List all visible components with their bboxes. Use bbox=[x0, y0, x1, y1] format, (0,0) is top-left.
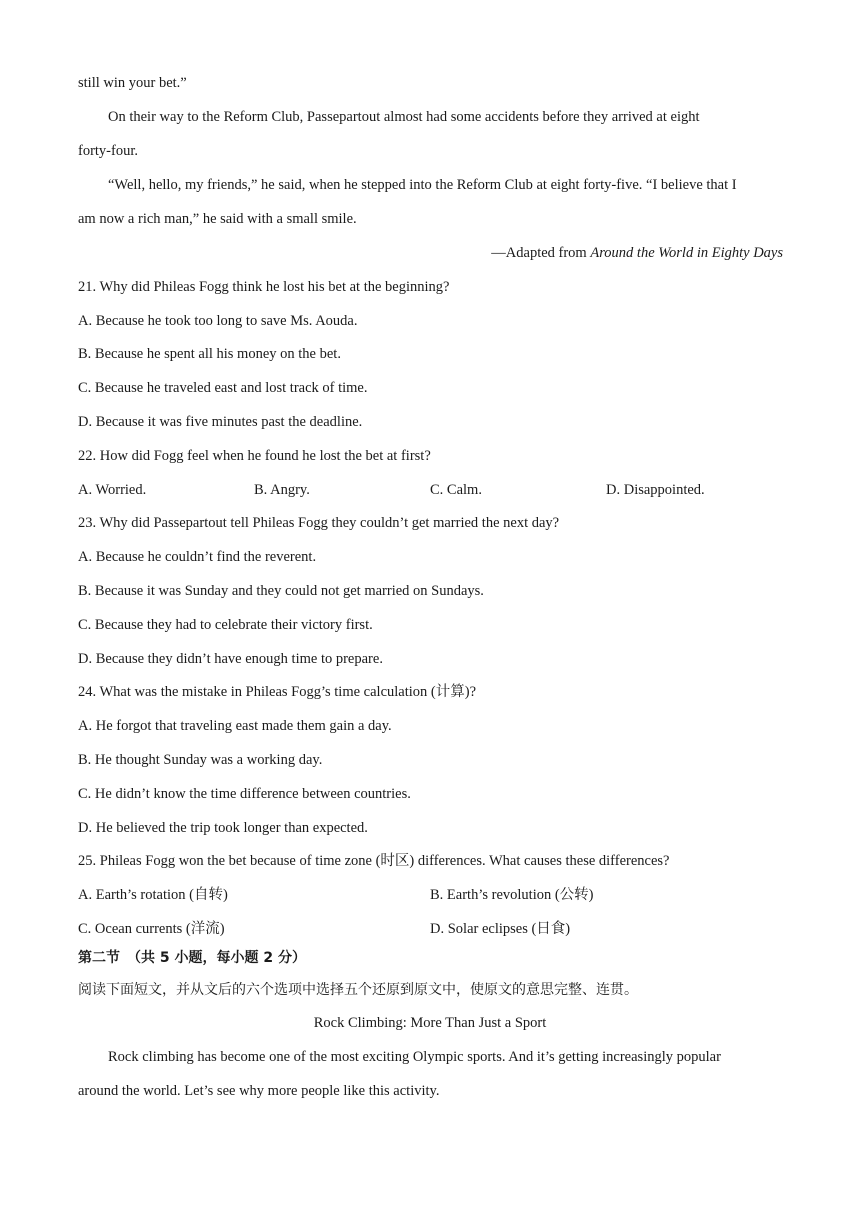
source-prefix: —Adapted from bbox=[491, 245, 591, 261]
answer-option: C. He didn’t know the time difference between countries. bbox=[78, 786, 411, 802]
question-stem: 25. Phileas Fogg won the bet because of time zone (时区) differences. What causes these differences? bbox=[78, 853, 670, 869]
answer-option: A. He forgot that traveling east made them gain a day. bbox=[78, 718, 392, 734]
passage-text: around the world. Let’s see why more people like this activity. bbox=[78, 1083, 440, 1099]
story-text: “Well, hello, my friends,” he said, when he stepped into the Reform Club at eight forty-five. “I believe that I bbox=[108, 177, 737, 193]
question-stem: 24. What was the mistake in Phileas Fogg’s time calculation (计算)? bbox=[78, 684, 476, 700]
answer-option: B. He thought Sunday was a working day. bbox=[78, 752, 323, 768]
answer-option: C. Because they had to celebrate their victory first. bbox=[78, 617, 373, 633]
answer-option: D. Solar eclipses (日食) bbox=[430, 921, 571, 937]
answer-option: A. Earth’s rotation (自转) bbox=[78, 887, 228, 903]
answer-option: B. Earth’s revolution (公转) bbox=[430, 887, 594, 903]
answer-option: D. Disappointed. bbox=[606, 482, 705, 498]
answer-option: A. Because he took too long to save Ms. Aouda. bbox=[78, 313, 358, 329]
section-instruction: 阅读下面短文，并从文后的六个选项中选择五个还原到原文中，使原文的意思完整、连贯。 bbox=[78, 982, 638, 998]
passage-text: Rock climbing has become one of the most exciting Olympic sports. And it’s getting increasingly popular bbox=[108, 1049, 721, 1065]
answer-option: D. He believed the trip took longer than expected. bbox=[78, 820, 368, 836]
answer-option: D. Because it was five minutes past the deadline. bbox=[78, 414, 363, 430]
answer-option: A. Worried. bbox=[78, 482, 147, 498]
answer-option: C. Because he traveled east and lost track of time. bbox=[78, 380, 368, 396]
passage-title: Rock Climbing: More Than Just a Sport bbox=[313, 1015, 547, 1031]
answer-option: D. Because they didn’t have enough time to prepare. bbox=[78, 651, 383, 667]
source-citation bbox=[491, 244, 783, 262]
question-stem: 23. Why did Passepartout tell Phileas Fogg they couldn’t get married the next day? bbox=[78, 515, 560, 531]
source-title: Around the World in Eighty Days bbox=[590, 245, 783, 261]
answer-option: B. Angry. bbox=[254, 482, 310, 498]
question-stem: 22. How did Fogg feel when he found he lost the bet at first? bbox=[78, 448, 431, 464]
story-text: still win your bet.” bbox=[78, 75, 187, 91]
story-text: On their way to the Reform Club, Passepartout almost had some accidents before they arrived at eight bbox=[108, 109, 700, 125]
answer-option: C. Calm. bbox=[430, 482, 482, 498]
question-stem: 21. Why did Phileas Fogg think he lost his bet at the beginning? bbox=[78, 279, 450, 295]
answer-option: B. Because he spent all his money on the bet. bbox=[78, 346, 341, 362]
section-heading: 第二节 （共 5 小题，每小题 2 分） bbox=[78, 950, 306, 966]
answer-option: C. Ocean currents (洋流) bbox=[78, 921, 225, 937]
story-text: am now a rich man,” he said with a small smile. bbox=[78, 211, 357, 227]
answer-option: B. Because it was Sunday and they could not get married on Sundays. bbox=[78, 583, 484, 599]
story-text: forty-four. bbox=[78, 143, 138, 159]
answer-option: A. Because he couldn’t find the reverent. bbox=[78, 549, 317, 565]
